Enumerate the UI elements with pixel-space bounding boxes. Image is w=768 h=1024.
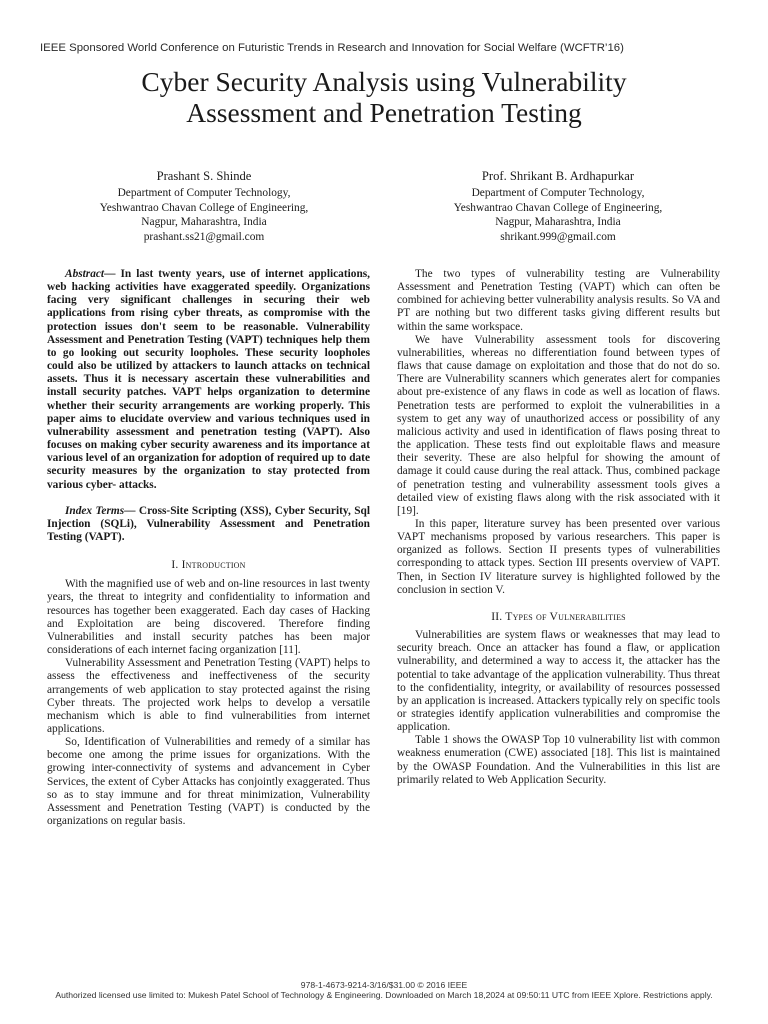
title-line-2: Assessment and Penetration Testing <box>186 97 582 128</box>
title-line-1: Cyber Security Analysis using Vulnerability <box>141 66 627 97</box>
author-1-dept: Department of Computer Technology, <box>117 187 291 199</box>
section-heading-types-of-vulnerabilities: II. Types of Vulnerabilities <box>491 609 626 623</box>
intro-paragraph: Vulnerability Assessment and Penetration Testing (VAPT) helps to assess the effectiveness and ineffectiveness of the security arrangements of web application to stay protected against the rising Cyber threats. The projected work helps to develop a versatile mechanism which is able to find vulnerabilities from internet applications. <box>47 657 370 735</box>
author-1 <box>34 168 374 244</box>
index-terms-lead: Index Terms <box>65 504 125 517</box>
vulnerabilities-paragraph: Vulnerabilities are system flaws or weaknesses that may lead to security breach. Once an attacker has found a flaw, or application vulnerability, and determined a way to access it, the attacker has the potential to take advantage of the application vulnerability. Thus threat to the confidentiality, integrity, or availability of resources possessed by an application is increased. Attackers typically rely on specific tools or strategies identify application vulnerabilities and compromise the application. <box>397 629 720 734</box>
abstract <box>47 268 370 492</box>
author-2-college: Yeshwantrao Chavan College of Engineering, <box>453 201 663 214</box>
intro-paragraph: With the magnified use of web and on-line resources in last twenty years, the threat to integrity and confidentiality to information and resources has together been exaggerated. Each day cases of Hacking and Exploitation are being discovered. Therefore finding Vulnerabilities and install security patches has been major considerations of each internet facing organization [11]. <box>47 578 370 657</box>
footer-isbn: 978-1-4673-9214-3/16/$31.00 © 2016 IEEE <box>300 980 468 990</box>
section-heading-introduction: I. Introduction <box>171 558 246 572</box>
author-2-dept: Department of Computer Technology, <box>471 187 645 199</box>
abstract-text: — In last twenty years, use of internet applications, web hacking activities have exaggerated speedily. Organizations facing very significant challenges in securing their web applications from rising cyber threats, as compromise with the protection issues don't seem to be reasonable. Vulnerability Assessment and Penetration Testing (VAPT) techniques help them to go looking out security loopholes. These security loopholes could also be utilized by attackers to launch attacks on technical assets. Thus it is necessary ascertain these vulnerabilities and install security patches. VAPT helps organization to determine whether their security arrangements are working properly. This paper aims to elucidate overview and various techniques used in vulnerability assessment and penetration testing (VAPT). Also focuses on making cyber security awareness and its importance at various level of an organization for adoption of required up to date security measures by the organization to stay protected from various cyber- attacks. <box>47 268 370 491</box>
body-paragraph: The two types of vulnerability testing are Vulnerability Assessment and Penetration Testing (VAPT) which can often be combined for achieving better vulnerability analysis results. So VA and PT are nothing but two different tasks giving different results but within the same workspace. <box>397 268 720 333</box>
author-block <box>0 168 768 248</box>
author-1-email[interactable]: prashant.ss21@gmail.com <box>143 230 265 243</box>
author-2 <box>388 168 728 244</box>
vulnerabilities-paragraph: Table 1 shows the OWASP Top 10 vulnerability list with common weakness enumeration (CWE) associated [18]. This list is maintained by the OWASP Foundation. And the Vulnerabilities in this list are primarily related to Web Application Security. <box>397 734 720 786</box>
author-1-city: Nagpur, Maharashtra, India <box>141 216 267 229</box>
right-column <box>397 268 720 787</box>
conference-header: IEEE Sponsored World Conference on Futuristic Trends in Research and Innovation for Social Welfare (WCFTR’16) <box>40 42 624 54</box>
footer-license: Authorized licensed use limited to: Mukesh Patel School of Technology & Engineering. Downloaded on March 18,2024 at 09:50:11 UTC from IEEE Xplore. Restrictions apply. <box>55 990 713 1000</box>
author-2-name: Prof. Shrikant B. Ardhapurkar <box>481 169 635 183</box>
author-1-name: Prashant S. Shinde <box>156 169 252 183</box>
left-column <box>47 268 370 828</box>
abstract-lead: Abstract <box>65 268 105 280</box>
index-terms-text: — Cross-Site Scripting (XSS), Cyber Security, Sql Injection (SQLi), Vulnerability Assessment and Penetration Testing (VAPT). <box>47 504 370 543</box>
author-2-email[interactable]: shrikant.999@gmail.com <box>500 230 616 243</box>
index-terms <box>47 505 370 544</box>
author-2-city: Nagpur, Maharashtra, India <box>495 216 621 229</box>
intro-paragraph: So, Identification of Vulnerabilities and remedy of a similar has become one among the prime issues for organizations. With the growing inter-connectivity of systems and advancement in Cyber Services, the extent of Cyber Attacks has conjointly exaggerated. Thus so as to stay immune and for threat minimization, Vulnerability Assessment and Penetration Testing (VAPT) is conducted by the organizations on regular basis. <box>47 736 370 828</box>
body-paragraph: In this paper, literature survey has been presented over various VAPT mechanisms proposed by various researchers. This paper is organized as follows. Section II presents types of vulnerabilities corresponding to attack types. Section III presents overview of VAPT. Then, in Section IV literature survey is highlighted followed by the conclusion in section V. <box>397 517 720 596</box>
paper-title <box>40 66 728 128</box>
body-paragraph: We have Vulnerability assessment tools for discovering vulnerabilities, whereas no differentiation found between types of flaws that cause damage on exploitation and those that do not do so. There are Vulnerability scanners which generates alert for companies about pre-existence of any flaws in code as well as location of flaws. Penetration tests are performed to exploit the vulnerabilities in a system to get any way of unauthorized access or possibility of any malicious activity and used in identification of flaws posing threat to the application. These tests find out exploitable flaws and measure their severity. These are also helpful for showing the amount of damage it could cause during the real attack. Thus, combined package of penetration testing and vulnerability assessment tools gives a detailed view of existing flaws along with the risk associated with it [19]. <box>397 333 720 517</box>
author-1-college: Yeshwantrao Chavan College of Engineering, <box>99 201 309 214</box>
